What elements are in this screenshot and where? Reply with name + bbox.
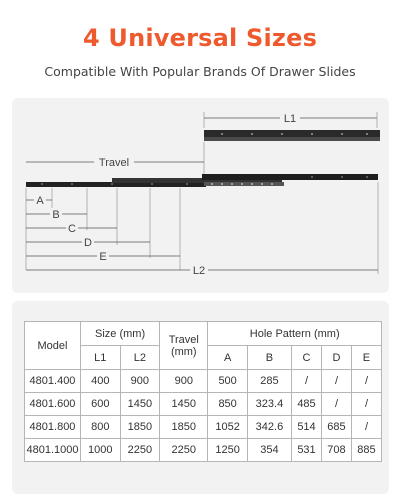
col-l1: L1 — [81, 346, 121, 370]
col-hole-pattern: Hole Pattern (mm) — [208, 322, 382, 346]
cell-b: 342.6 — [247, 416, 291, 439]
b-label: B — [52, 209, 60, 221]
cell-a: 1052 — [208, 416, 247, 439]
col-c: C — [292, 346, 322, 370]
table-row — [25, 393, 382, 416]
cell-e: / — [351, 370, 381, 393]
cell-e: 885 — [351, 439, 381, 462]
cell-e: / — [351, 416, 381, 439]
col-e: E — [351, 346, 381, 370]
cell-travel: 2250 — [160, 439, 208, 462]
col-travel-line1: Travel — [168, 333, 199, 346]
cell-model: 4801.600 — [25, 393, 81, 416]
cell-l1: 1000 — [81, 439, 121, 462]
cell-l2: 1850 — [120, 416, 160, 439]
col-b: B — [247, 346, 291, 370]
l1-label: L1 — [283, 113, 297, 125]
cell-c: 514 — [292, 416, 322, 439]
table-row — [25, 439, 382, 462]
cell-travel: 1450 — [160, 393, 208, 416]
slide-drawing — [12, 98, 389, 293]
cell-model: 4801.400 — [25, 370, 81, 393]
cell-c: / — [292, 370, 322, 393]
col-l2: L2 — [120, 346, 160, 370]
cell-b: 285 — [247, 370, 291, 393]
cell-travel: 900 — [160, 370, 208, 393]
cell-e: / — [351, 393, 381, 416]
cell-b: 354 — [247, 439, 291, 462]
e-label: E — [99, 251, 107, 263]
l2-label: L2 — [192, 265, 206, 277]
cell-a: 1250 — [208, 439, 247, 462]
size-table-panel — [12, 301, 389, 494]
l1-rail-lip — [204, 137, 380, 141]
cell-d: 685 — [321, 416, 351, 439]
page-title: 4 Universal Sizes — [82, 24, 318, 52]
col-a: A — [208, 346, 247, 370]
l1-rail — [204, 130, 380, 137]
cell-c: 485 — [292, 393, 322, 416]
cell-travel: 1850 — [160, 416, 208, 439]
a-label: A — [36, 195, 44, 207]
cell-a: 500 — [208, 370, 247, 393]
cell-l1: 800 — [81, 416, 121, 439]
d-label: D — [84, 237, 92, 249]
c-label: C — [68, 223, 76, 235]
cell-l2: 2250 — [120, 439, 160, 462]
travel-label: Travel — [98, 157, 130, 169]
cell-l2: 900 — [120, 370, 160, 393]
col-travel-line2: (mm) — [170, 345, 197, 358]
cell-d: 708 — [321, 439, 351, 462]
cell-l1: 400 — [81, 370, 121, 393]
table-row — [25, 370, 382, 393]
page-subtitle: Compatible With Popular Brands Of Drawer Slides — [44, 64, 356, 79]
cell-a: 850 — [208, 393, 247, 416]
size-spec-table — [24, 321, 382, 462]
cell-b: 323.4 — [247, 393, 291, 416]
col-d: D — [321, 346, 351, 370]
cell-l1: 600 — [81, 393, 121, 416]
cell-l2: 1450 — [120, 393, 160, 416]
slide-dimension-diagram — [12, 98, 389, 293]
table-row — [25, 416, 382, 439]
col-size: Size (mm) — [81, 322, 160, 346]
cell-c: 531 — [292, 439, 322, 462]
cell-model: 4801.800 — [25, 416, 81, 439]
col-model: Model — [25, 322, 81, 370]
cell-model: 4801.1000 — [25, 439, 81, 462]
cell-d: / — [321, 370, 351, 393]
cell-d: / — [321, 393, 351, 416]
col-travel — [160, 322, 208, 370]
outer-rail — [202, 174, 378, 180]
